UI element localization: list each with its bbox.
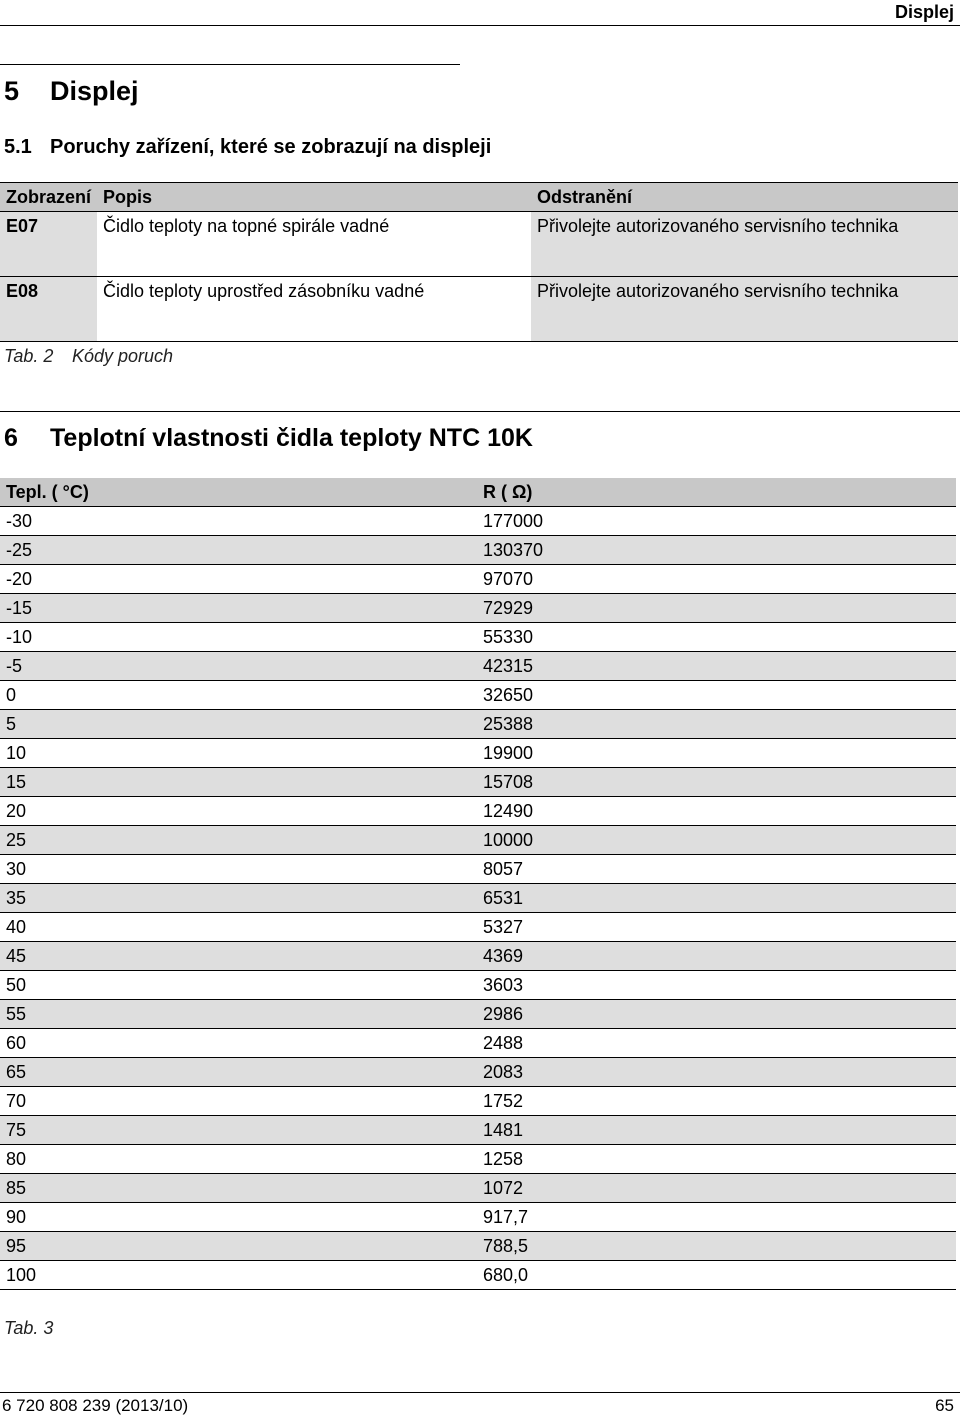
table-row	[0, 507, 956, 536]
resistance-cell: 1072	[477, 1174, 956, 1203]
resistance-cell: 6531	[477, 884, 956, 913]
footer-rule	[0, 1392, 960, 1393]
table-row	[0, 768, 956, 797]
temperature-cell: -20	[0, 565, 477, 594]
section-6-title: Teplotní vlastnosti čidla teploty NTC 10K	[50, 424, 533, 452]
table-row	[0, 1029, 956, 1058]
resistance-cell: 19900	[477, 739, 956, 768]
section-5-1-number: 5.1	[4, 136, 32, 158]
temperature-cell: 40	[0, 913, 477, 942]
table-3-caption: Tab. 3	[4, 1318, 54, 1338]
section-6-rule	[0, 411, 960, 412]
table-row	[0, 623, 956, 652]
resistance-cell: 55330	[477, 623, 956, 652]
resistance-cell: 1752	[477, 1087, 956, 1116]
temperature-cell: 45	[0, 942, 477, 971]
fault-remedy: Přivolejte autorizovaného servisního technika	[531, 277, 958, 342]
temperature-cell: 90	[0, 1203, 477, 1232]
table-row	[0, 710, 956, 739]
section-6-number: 6	[4, 424, 18, 452]
table-row	[0, 1232, 956, 1261]
table-row	[0, 855, 956, 884]
resistance-cell: 10000	[477, 826, 956, 855]
temperature-cell: 55	[0, 1000, 477, 1029]
temperature-cell: 0	[0, 681, 477, 710]
resistance-cell: 12490	[477, 797, 956, 826]
fault-code: E08	[0, 277, 97, 342]
temperature-cell: 30	[0, 855, 477, 884]
column-header-description: Popis	[97, 183, 531, 212]
header-rule	[0, 25, 960, 26]
temperature-cell: -15	[0, 594, 477, 623]
temperature-cell: 70	[0, 1087, 477, 1116]
table-row	[0, 1203, 956, 1232]
temperature-cell: 5	[0, 710, 477, 739]
table-row	[0, 797, 956, 826]
temperature-cell: 75	[0, 1116, 477, 1145]
resistance-cell: 3603	[477, 971, 956, 1000]
table-row	[0, 884, 956, 913]
resistance-cell: 2488	[477, 1029, 956, 1058]
table-row	[0, 565, 956, 594]
section-5-title: Displej	[50, 76, 139, 106]
resistance-cell: 130370	[477, 536, 956, 565]
resistance-cell: 25388	[477, 710, 956, 739]
table-row	[0, 1145, 956, 1174]
temperature-cell: -25	[0, 536, 477, 565]
column-header-resistance: R ( Ω)	[477, 478, 956, 507]
resistance-cell: 788,5	[477, 1232, 956, 1261]
section-5-heading	[4, 76, 139, 107]
temperature-cell: -30	[0, 507, 477, 536]
table-row	[0, 739, 956, 768]
table-2-label: Tab. 2	[4, 346, 54, 366]
section-5-number: 5	[4, 76, 20, 106]
ntc-table-header-row	[0, 478, 956, 507]
fault-codes-table	[0, 182, 958, 342]
fault-row	[0, 277, 958, 342]
section-6-heading	[4, 424, 533, 453]
resistance-cell: 4369	[477, 942, 956, 971]
table-row	[0, 942, 956, 971]
table-row	[0, 971, 956, 1000]
fault-remedy: Přivolejte autorizovaného servisního technika	[531, 212, 958, 277]
resistance-cell: 2986	[477, 1000, 956, 1029]
table-row	[0, 594, 956, 623]
section-5-1-title: Poruchy zařízení, které se zobrazují na displeji	[50, 136, 492, 158]
temperature-cell: 50	[0, 971, 477, 1000]
document-number: 6 720 808 239 (2013/10)	[2, 1396, 189, 1415]
table-row	[0, 826, 956, 855]
table-row	[0, 1058, 956, 1087]
resistance-cell: 2083	[477, 1058, 956, 1087]
temperature-cell: 95	[0, 1232, 477, 1261]
fault-description: Čidlo teploty na topné spirále vadné	[97, 212, 531, 277]
resistance-cell: 917,7	[477, 1203, 956, 1232]
table-row	[0, 913, 956, 942]
fault-code: E07	[0, 212, 97, 277]
running-header: Displej	[894, 2, 954, 22]
table-2-title: Kódy poruch	[72, 346, 174, 366]
table-row	[0, 681, 956, 710]
resistance-cell: 72929	[477, 594, 956, 623]
temperature-cell: 60	[0, 1029, 477, 1058]
table-row	[0, 1000, 956, 1029]
resistance-cell: 32650	[477, 681, 956, 710]
temperature-cell: -5	[0, 652, 477, 681]
table-row	[0, 1087, 956, 1116]
resistance-cell: 15708	[477, 768, 956, 797]
resistance-cell: 177000	[477, 507, 956, 536]
resistance-cell: 1481	[477, 1116, 956, 1145]
temperature-cell: 65	[0, 1058, 477, 1087]
page-number: 65	[935, 1396, 954, 1415]
resistance-cell: 8057	[477, 855, 956, 884]
fault-table-header-row	[0, 183, 958, 212]
temperature-cell: 25	[0, 826, 477, 855]
resistance-cell: 97070	[477, 565, 956, 594]
ntc-resistance-table	[0, 478, 956, 1290]
temperature-cell: 80	[0, 1145, 477, 1174]
section-rule	[0, 64, 460, 65]
section-5-1-heading	[4, 136, 491, 159]
table-row	[0, 652, 956, 681]
table-row	[0, 1116, 956, 1145]
column-header-display: Zobrazení	[0, 183, 97, 212]
temperature-cell: 100	[0, 1261, 477, 1290]
table-2-caption	[4, 346, 173, 367]
temperature-cell: 10	[0, 739, 477, 768]
resistance-cell: 680,0	[477, 1261, 956, 1290]
column-header-temperature: Tepl. ( °C)	[0, 478, 477, 507]
temperature-cell: 15	[0, 768, 477, 797]
temperature-cell: 35	[0, 884, 477, 913]
ntc-table-body	[0, 507, 956, 1290]
table-row	[0, 1261, 956, 1290]
resistance-cell: 1258	[477, 1145, 956, 1174]
temperature-cell: -10	[0, 623, 477, 652]
table-row	[0, 1174, 956, 1203]
resistance-cell: 5327	[477, 913, 956, 942]
temperature-cell: 85	[0, 1174, 477, 1203]
table-row	[0, 536, 956, 565]
fault-row	[0, 212, 958, 277]
resistance-cell: 42315	[477, 652, 956, 681]
fault-description: Čidlo teploty uprostřed zásobníku vadné	[97, 277, 531, 342]
temperature-cell: 20	[0, 797, 477, 826]
column-header-remedy: Odstranění	[531, 183, 958, 212]
